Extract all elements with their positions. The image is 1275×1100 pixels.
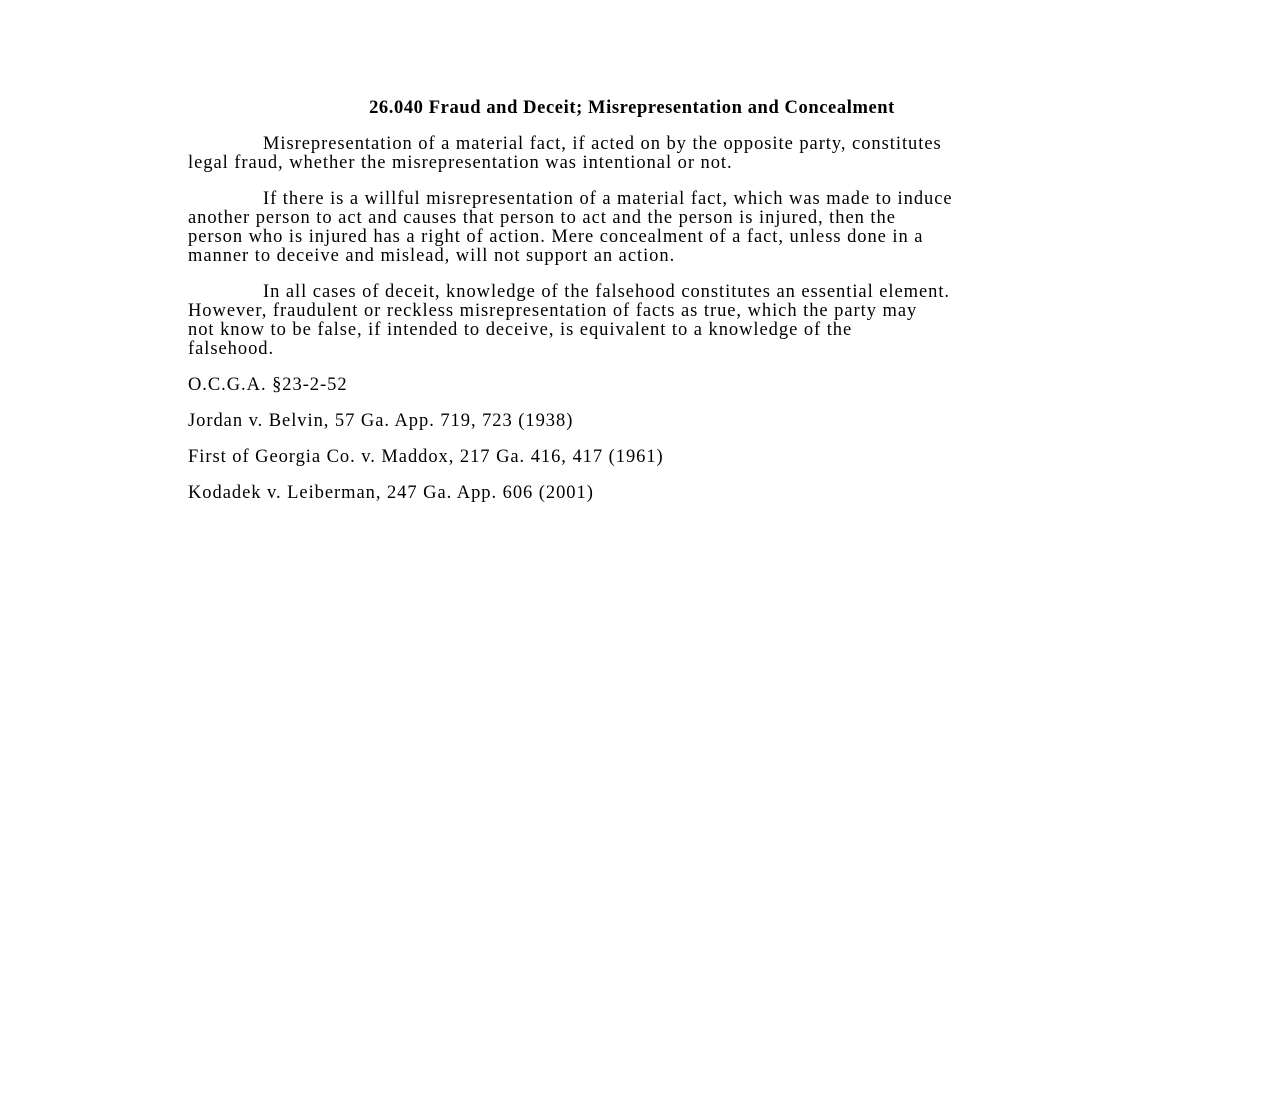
document-title: 26.040 Fraud and Deceit; Misrepresentation and Concealment [369, 98, 895, 118]
paragraph-line: However, fraudulent or reckless misrepresentation of facts as true, which the party may [188, 301, 918, 321]
citation-case: Jordan v. Belvin, 57 Ga. App. 719, 723 (1938) [188, 411, 574, 431]
document-page [188, 99, 1088, 520]
paragraph-line: not know to be false, if intended to deceive, is equivalent to a knowledge of the [188, 320, 853, 340]
paragraph-line: If there is a willful misrepresentation of a material fact, which was made to induce [263, 189, 953, 209]
paragraph-line: falsehood. [188, 339, 275, 359]
paragraph-2 [188, 190, 1088, 266]
paragraph-line: another person to act and causes that person to act and the person is injured, then the [188, 208, 896, 228]
paragraph-1 [188, 135, 1088, 173]
paragraph-line: In all cases of deceit, knowledge of the falsehood constitutes an essential element. [263, 282, 951, 302]
paragraph-line: manner to deceive and mislead, will not support an action. [188, 246, 676, 266]
paragraph-3 [188, 283, 1088, 359]
citation-case: First of Georgia Co. v. Maddox, 217 Ga. 416, 417 (1961) [188, 447, 664, 467]
paragraph-line: person who is injured has a right of action. Mere concealment of a fact, unless done in a [188, 227, 924, 247]
citation-statute: O.C.G.A. §23-2-52 [188, 375, 348, 395]
paragraph-line: Misrepresentation of a material fact, if acted on by the opposite party, constitutes [263, 134, 942, 154]
paragraph-line: legal fraud, whether the misrepresentation was intentional or not. [188, 153, 733, 173]
citation-case: Kodadek v. Leiberman, 247 Ga. App. 606 (2001) [188, 483, 594, 503]
